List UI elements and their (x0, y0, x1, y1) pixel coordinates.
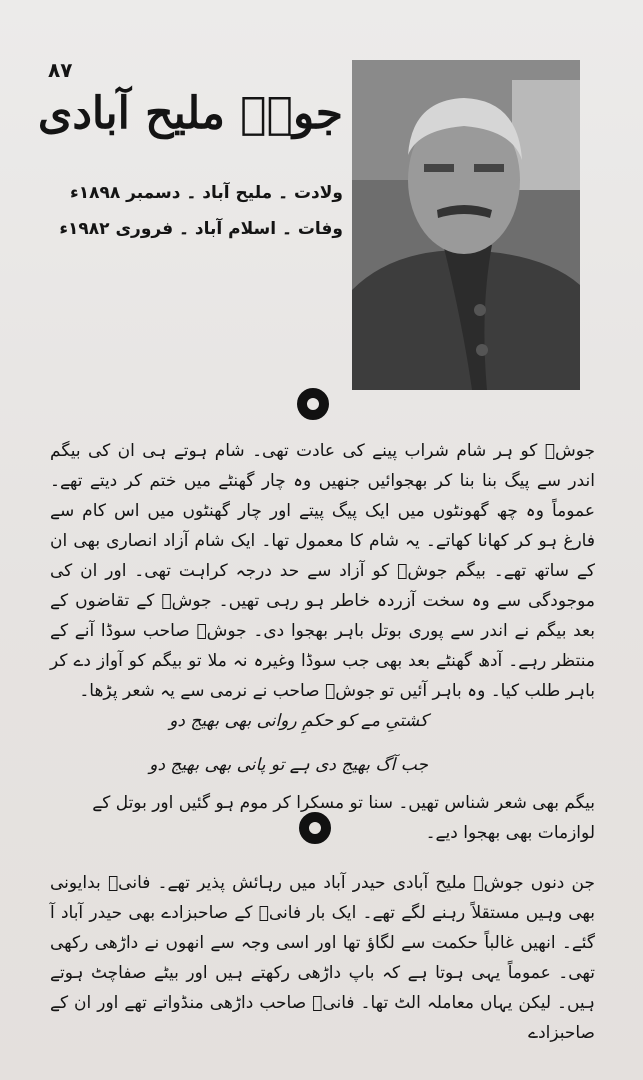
anecdote-closing: بیگم بھی شعر شناس تھیں۔ سنا تو مسکرا کر موم ہو گئیں اور بوتل کے لوازمات بھی بھجوا دیے۔ (92, 793, 595, 843)
portrait-photo (352, 60, 580, 390)
page-title: جوشؔ ملیح آبادی (37, 88, 343, 139)
divider-ring-icon (297, 388, 329, 420)
anecdote-paragraph: جوشؔ کو ہر شام شراب پینے کی عادت تھی۔ شام ہوتے ہی ان کی بیگم اندر سے پیگ بنا بنا کر بھجوائیں جنھیں وہ چار گھنٹے میں ختم کر دیتے تھے۔ عموماً وہ چھ گھونٹوں میں ایک پیگ پیتے اور چار گھنٹوں میں اس کام سے فارغ ہو کر کھانا کھاتے۔ یہ شام کا معمول تھا۔ ایک شام آزاد انصاری بھی ان کے ساتھ تھے۔ بیگم جوشؔ کو آزاد سے حد درجہ کراہت تھی۔ اور ان کی موجودگی سے وہ سخت آزردہ خاطر ہو رہی تھیں۔ جوشؔ کے تقاضوں کے بعد بیگم نے اندر سے پوری بوتل باہر بھجوا دی۔ جوشؔ صاحب سوڈا آنے کے منتظر رہے۔ آدھ گھنٹے بعد بھی جب سوڈا وغیرہ نہ ملا تو بیگم کو آواز دے کر باہر طلب کیا۔ وہ باہر آئیں تو جوشؔ صاحب نے نرمی سے یہ شعر پڑھا۔ (50, 441, 595, 701)
anecdote-paragraph: جن دنوں جوشؔ ملیح آبادی حیدر آباد میں رہائش پذیر تھے۔ فانیؔ بدایونی بھی وہیں مستقلاً رہنے لگے تھے۔ ایک بار فانیؔ کے صاحبزادے بھی حیدر آباد آ گئے۔ انھیں غالباً حکمت سے لگاؤ تھا اور اسی وجہ سے انھوں نے داڑھی رکھی تھی۔ عموماً یہی ہوتا ہے کہ باپ داڑھی رکھتے ہیں اور بیٹے صفاچٹ ہوتے ہیں۔ لیکن یہاں معاملہ الٹ تھا۔ فانیؔ صاحب داڑھی منڈواتے تھے اور ان کے صاحبزادے (50, 873, 595, 1043)
portrait-photo-icon (352, 60, 580, 390)
verse-line: کشتیِ مے کو حکمِ روانی بھی بھیج دو (169, 711, 428, 731)
divider-ring-icon (299, 812, 331, 844)
birth-line: ولادت ۔ ملیح آباد ۔ دسمبر ۱۸۹۸ء (69, 183, 343, 203)
page-number: ۸۷ (48, 58, 73, 82)
death-line: وفات ۔ اسلام آباد ۔ فروری ۱۹۸۲ء (59, 219, 343, 239)
verse-line: جب آگ بھیج دی ہے تو پانی بھی بھیج دو (149, 755, 428, 775)
